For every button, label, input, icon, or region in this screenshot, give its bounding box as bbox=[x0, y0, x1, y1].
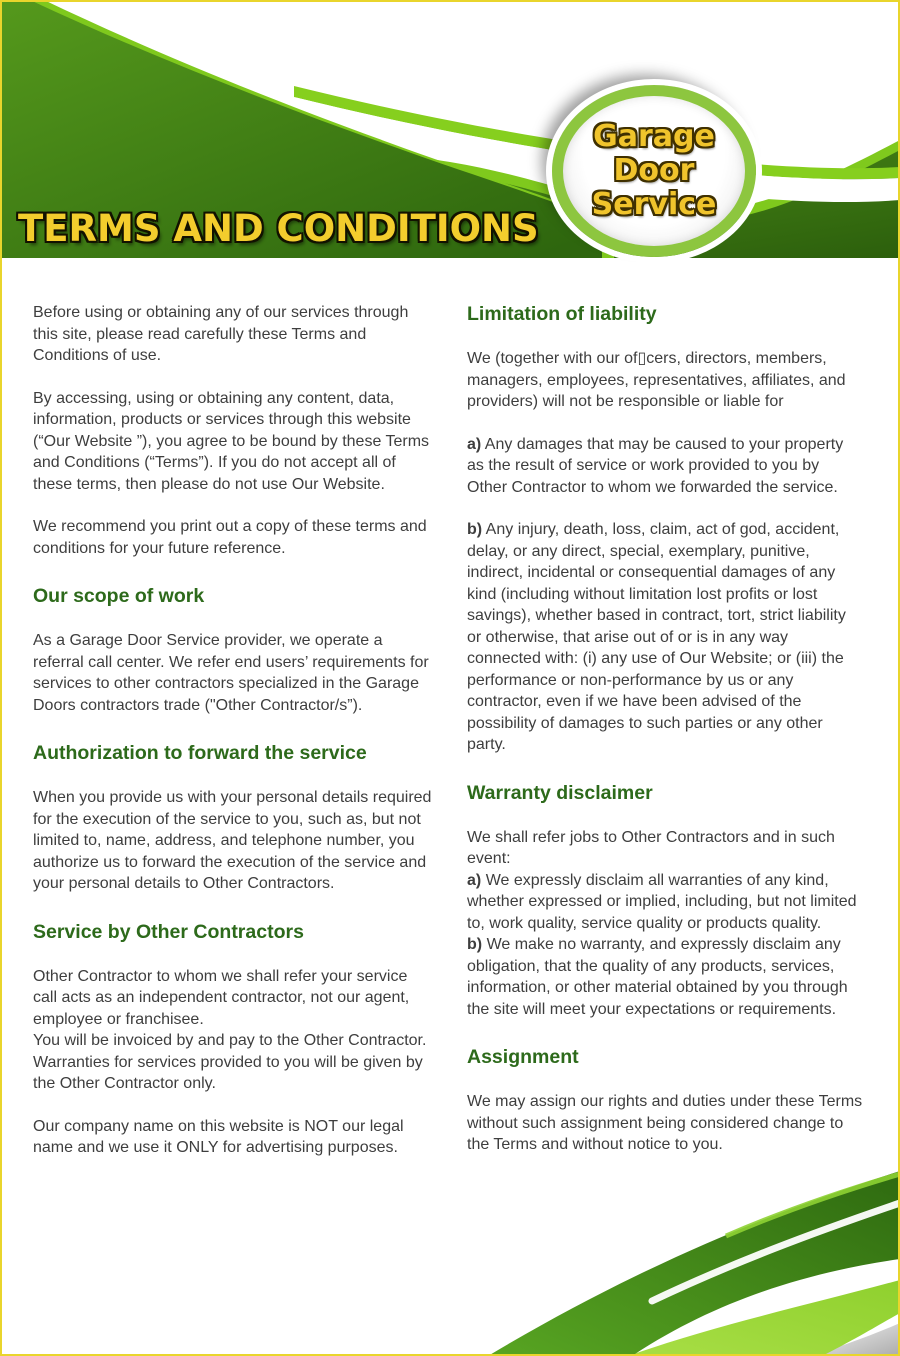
section-heading-scope: Our scope of work bbox=[33, 585, 205, 607]
intro-paragraph-1: Before using or obtaining any of our services through this site, please read carefully these Terms and Conditions of use. bbox=[33, 304, 409, 364]
section-heading-assignment: Assignment bbox=[467, 1046, 579, 1068]
other-contractors-line-3: Warranties for services provided to you will be given by the Other Contractor only. bbox=[33, 1053, 423, 1092]
item-a-text: Any damages that may be caused to your property as the result of service or work provided to you by Other Contractor to whom we forwarded the service. bbox=[467, 435, 844, 496]
intro-paragraph-3: We recommend you print out a copy of these terms and conditions for your future reference. bbox=[33, 518, 427, 557]
section-heading-liability: Limitation of liability bbox=[467, 303, 657, 325]
liability-item-a bbox=[467, 434, 863, 499]
warranty-intro-line: We shall refer jobs to Other Contractors and in such event: bbox=[467, 828, 835, 867]
badge-line-1: Garage bbox=[593, 119, 715, 154]
item-b-label: b) bbox=[467, 521, 483, 538]
other-contractors-paragraph bbox=[33, 966, 433, 1095]
item-b-text: Any injury, death, loss, claim, act of god, accident, delay, or any direct, special, exemplary, punitive, indirect, incidental or consequential damages of any kind (including without limitation lost profits or lost savings), whether based in contract, tort, strict liability or otherwise, that arise out of or is in any way connected with: (i) any use of Our Website; or (iii) the performance or non-performance by us or any contractor, even if we have been advised of the possibility of damages to such parties or any other party. bbox=[467, 521, 846, 753]
warranty-item-a bbox=[467, 870, 863, 935]
authorization-paragraph: When you provide us with your personal details required for the execution of the service to you, such as, but not limited to, name, address, and telephone number, you authorize us to forward the execution of the service and your personal details to Other Contractors. bbox=[33, 789, 432, 892]
other-contractors-line-1: Other Contractor to whom we shall refer your service call acts as an independent contractor, not our agent, employee or franchisee. bbox=[33, 967, 410, 1028]
section-heading-authorization: Authorization to forward the service bbox=[33, 742, 367, 764]
page-title: TERMS AND CONDITIONS bbox=[18, 207, 539, 250]
warranty-b-text: We make no warranty, and expressly disclaim any obligation, that the quality of any products, services, information, or other material obtained by you through the site will meet your expectations or requirements. bbox=[467, 936, 848, 1018]
warranty-b-label: b) bbox=[467, 936, 483, 953]
intro-paragraph-2: By accessing, using or obtaining any content, data, information, products or services through this website (“Our Website ”), you agree to be bound by these Terms and Conditions (“Terms”). If you do not accept all of these terms, then please do not use Our Website. bbox=[33, 389, 430, 493]
content-area bbox=[0, 258, 900, 1180]
warranty-a-text: We expressly disclaim all warranties of any kind, whether expressed or implied, including, but not limited to, work quality, service quality or products quality. bbox=[467, 871, 857, 932]
section-heading-other-contractors: Service by Other Contractors bbox=[33, 920, 304, 943]
section-heading-warranty: Warranty disclaimer bbox=[467, 781, 653, 804]
liability-item-b bbox=[467, 519, 863, 756]
company-name-paragraph: Our company name on this website is NOT our legal name and we use it ONLY for advertising purposes. bbox=[33, 1117, 404, 1156]
warranty-a-label: a) bbox=[467, 871, 482, 889]
badge-line-3: Service bbox=[591, 187, 717, 222]
right-column bbox=[467, 302, 863, 1180]
badge-line-2: Door bbox=[613, 153, 695, 188]
left-column bbox=[33, 302, 433, 1180]
assignment-paragraph: We may assign our rights and duties under these Terms without such assignment being considered change to the Terms and without notice to you. bbox=[467, 1093, 863, 1153]
warranty-paragraph bbox=[467, 827, 863, 1021]
item-a-label: a) bbox=[467, 435, 482, 453]
liability-intro-paragraph: We (together with our of▯cers, directors, members, managers, employees, representatives, affiliates, and providers) will not be responsible or liable for bbox=[467, 350, 846, 410]
warranty-item-b bbox=[467, 934, 863, 1020]
scope-paragraph: As a Garage Door Service provider, we operate a referral call center. We refer end users’ requirements for services to other contractors specialized in the Garage Doors contractors trade ("Other Contractor/s”). bbox=[33, 632, 429, 714]
brand-badge bbox=[552, 85, 756, 257]
other-contractors-line-2: You will be invoiced by and pay to the Other Contractor. bbox=[33, 1032, 427, 1049]
header-banner bbox=[0, 0, 900, 258]
